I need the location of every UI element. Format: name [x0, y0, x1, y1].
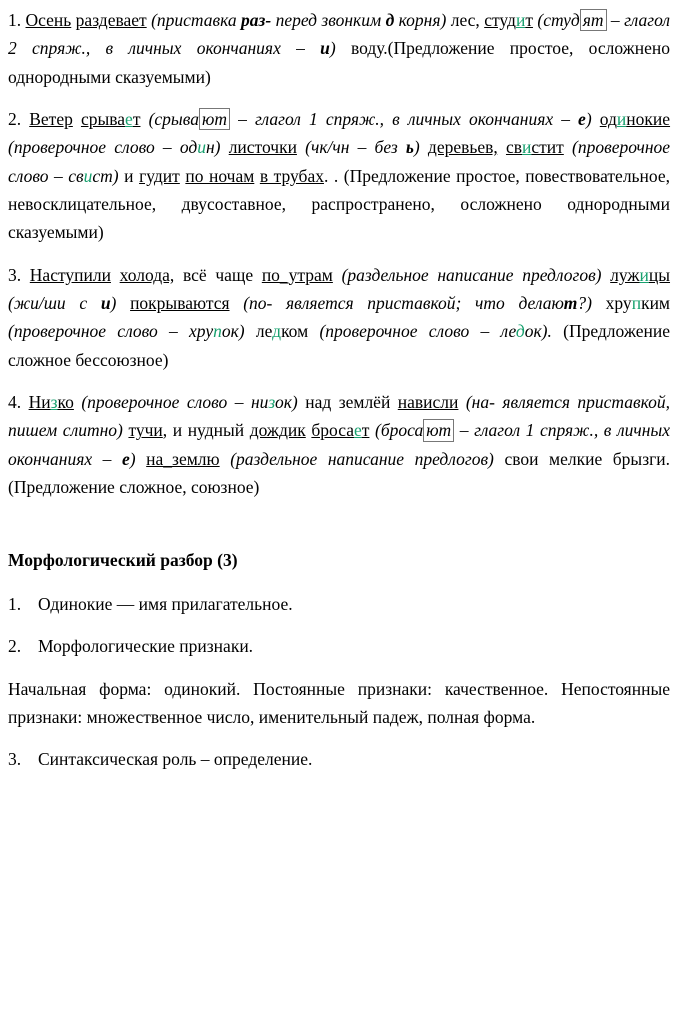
text-segment: [458, 392, 465, 412]
text-segment: [333, 265, 342, 285]
list-item-label: Одинокие — имя прилагательное.: [38, 593, 293, 614]
text-segment: е: [125, 109, 133, 130]
text-segment: е: [353, 420, 362, 441]
text-segment: и: [639, 264, 649, 285]
text-segment: тучи: [128, 420, 163, 441]
text-segment: и: [118, 165, 140, 186]
text-segment: – глагол 1 спряж., в личных окончаниях –: [230, 109, 579, 130]
text-segment: ок).: [524, 321, 552, 342]
text-segment: всё чаще: [174, 264, 262, 285]
text-segment: ь: [405, 137, 414, 158]
text-segment: (раздельное написание предлогов): [341, 264, 602, 285]
text-segment: Осень: [25, 10, 72, 30]
text-segment: т: [132, 109, 141, 130]
text-segment: [111, 265, 120, 285]
list-item-label: Морфологические признаки.: [38, 636, 254, 657]
text-segment: луж: [610, 264, 640, 285]
text-segment: холода,: [119, 264, 175, 285]
text-segment: е: [578, 109, 586, 130]
text-segment: перед звонким: [271, 10, 386, 30]
text-segment: е: [122, 448, 130, 469]
text-segment: ют: [423, 419, 454, 441]
text-segment: ле: [244, 321, 273, 342]
text-segment: дождик: [249, 420, 306, 441]
text-segment: (проверочное слово – ле: [319, 321, 516, 342]
list-item-number: 2.: [8, 636, 22, 657]
text-segment: д: [385, 10, 395, 30]
text-segment: и: [522, 137, 532, 158]
text-segment: (проверочное слово – хру: [8, 321, 214, 342]
text-segment: [564, 137, 572, 157]
text-segment: п: [631, 293, 642, 314]
text-segment: т: [361, 420, 370, 441]
text-segment: стит: [531, 137, 564, 158]
text-segment: – глагол 2 спряж., в личных окончаниях –: [8, 10, 671, 59]
text-segment: (чк/чн – без: [305, 137, 406, 158]
list-item-label: Синтаксическая роль – определение.: [38, 749, 313, 770]
list-item-number: 1.: [8, 593, 22, 614]
text-segment: [140, 109, 148, 129]
text-segment: д: [272, 321, 282, 342]
text-segment: [602, 265, 611, 285]
list-item: [8, 745, 670, 773]
text-segment: хру: [591, 293, 632, 314]
text-segment: ят: [580, 9, 607, 31]
text-segment: т: [525, 10, 533, 30]
text-segment: 2.: [8, 109, 22, 130]
text-segment: деревьев,: [427, 137, 498, 158]
text-segment: [21, 265, 30, 285]
text-segment: и: [515, 10, 526, 30]
text-segment: од: [599, 109, 617, 130]
text-segment: и: [100, 293, 111, 314]
text-segment: корня): [394, 10, 447, 30]
text-segment: (по- является приставкой; что делаю: [243, 293, 564, 314]
section-spacer: [8, 516, 670, 546]
text-segment: св: [505, 137, 522, 158]
text-segment: [592, 109, 600, 129]
text-segment: . . (Предложение простое, повествовательное, невосклицательное, двусоставное, распространено, осложнено однородными сказуемыми): [8, 165, 670, 243]
text-segment: ст): [92, 165, 119, 186]
text-segment: н): [205, 137, 221, 158]
text-segment: (студ: [537, 10, 580, 30]
text-segment: ): [413, 137, 420, 158]
text-segment: цы: [648, 264, 671, 285]
text-segment: ок): [221, 321, 245, 342]
text-segment: и: [83, 165, 93, 186]
section-heading: Морфологический разбор (3): [8, 549, 238, 570]
analysis-item-4: [8, 388, 670, 501]
text-segment: нависли: [397, 392, 459, 413]
text-segment: срыва: [80, 109, 126, 130]
text-segment: раз-: [241, 10, 272, 30]
text-segment: ): [329, 38, 336, 59]
text-segment: лес,: [446, 10, 485, 30]
text-segment: гудит: [139, 165, 180, 186]
text-segment: д: [515, 321, 525, 342]
text-segment: ком: [281, 321, 320, 342]
text-segment: – глагол 1 спряж., в личных окончаниях –: [8, 420, 670, 469]
text-segment: и: [197, 137, 206, 158]
text-segment: [73, 109, 81, 129]
list-item: [8, 590, 670, 618]
text-segment: (срыва: [148, 109, 200, 130]
text-segment: свои мелкие брызги. (Предложение сложное, союзное): [8, 448, 671, 498]
text-segment: листочки: [228, 137, 297, 158]
text-segment: [136, 449, 147, 469]
text-segment: воду.(Предложение простое, осложнено однородными сказуемыми): [8, 38, 670, 87]
text-segment: з: [268, 392, 275, 413]
text-segment: , и нудный: [162, 420, 250, 441]
text-segment: 3.: [8, 264, 22, 285]
text-segment: ?): [577, 293, 592, 314]
text-segment: [297, 137, 305, 157]
text-segment: [116, 293, 130, 313]
list-item: [8, 632, 670, 660]
text-segment: ют: [199, 108, 230, 130]
text-segment: 1.: [8, 10, 22, 30]
text-segment: нокие: [626, 109, 671, 130]
text-segment: по ночам: [185, 165, 255, 186]
text-segment: з: [50, 392, 58, 413]
analysis-item-1: [8, 6, 670, 91]
text-segment: на_землю: [146, 448, 220, 469]
text-segment: по_утрам: [261, 264, 333, 285]
text-segment: (жи/ши с: [8, 293, 101, 314]
list-item-number: 3.: [8, 749, 22, 770]
text-segment: 4.: [8, 392, 22, 413]
text-segment: и: [320, 38, 330, 59]
text-segment: (проверочное слово – ни: [81, 392, 269, 413]
text-segment: ок): [275, 392, 298, 413]
text-segment: т: [563, 293, 578, 314]
text-segment: раздевает: [75, 10, 147, 30]
text-segment: студ: [484, 10, 516, 30]
text-segment: и: [616, 109, 627, 130]
text-segment: (проверочное слово – од: [8, 137, 198, 158]
text-segment: (проверочное слово – св: [8, 137, 671, 186]
analysis-item-2: [8, 105, 670, 247]
text-segment: [498, 137, 506, 157]
section-body: Начальная форма: одинокий. Постоянные признаки: качественное. Непостоянные признаки: множественное число, именительный падеж, полная форма.: [8, 678, 670, 727]
text-segment: Ни: [28, 392, 51, 413]
text-segment: ): [585, 109, 592, 130]
text-segment: [220, 449, 231, 469]
text-segment: [21, 392, 28, 412]
text-segment: в трубах: [259, 165, 324, 186]
text-segment: (на- является приставкой, пишем слитно): [8, 392, 671, 441]
text-segment: п: [213, 321, 222, 342]
text-segment: [420, 137, 428, 157]
text-segment: [230, 293, 244, 313]
text-segment: [220, 137, 228, 157]
text-segment: (приставка: [151, 10, 242, 30]
analysis-item-3: [8, 261, 670, 374]
text-segment: (Предложение сложное бессоюзное): [8, 321, 670, 370]
text-segment: ким: [641, 293, 671, 314]
text-segment: покрываются: [130, 293, 230, 314]
text-segment: (раздельное написание предлогов): [230, 448, 494, 469]
text-segment: ): [110, 293, 117, 314]
text-segment: (броса: [375, 420, 424, 441]
text-segment: ): [129, 448, 136, 469]
text-segment: Наступили: [29, 264, 111, 285]
text-segment: Ветер: [29, 109, 73, 130]
text-segment: над землёй: [297, 392, 398, 413]
text-segment: броса: [311, 420, 354, 441]
text-segment: ко: [57, 392, 74, 413]
